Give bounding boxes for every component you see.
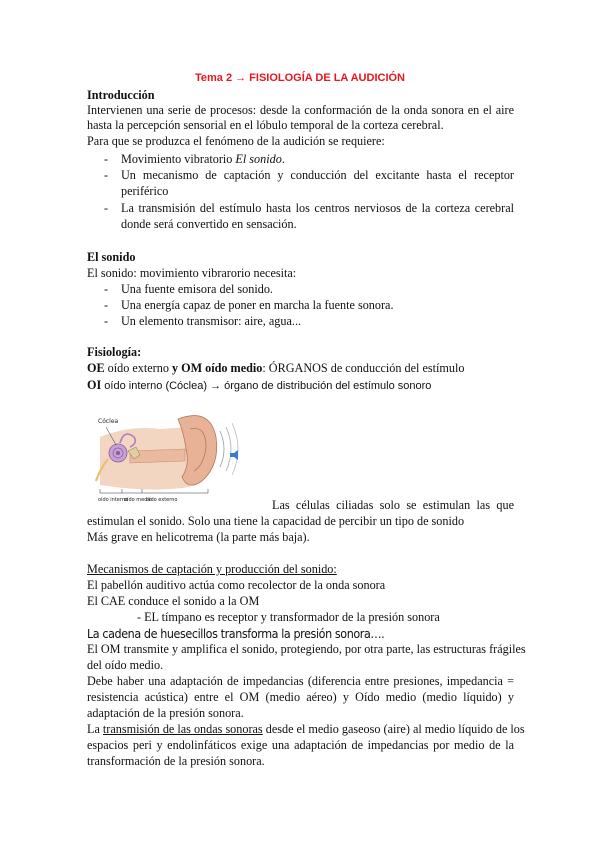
page-title: Tema 2 → FISIOLOGÍA DE LA AUDICIÓN bbox=[194, 72, 406, 84]
sonido-bullet-2: Una energía capaz de poner en marcha la fuente sonora. bbox=[121, 298, 394, 312]
fisiologia-heading: Fisiología: bbox=[87, 345, 142, 359]
mecanismos-line-1: El pabellón auditivo actúa como recolector de la onda sonora bbox=[87, 578, 386, 592]
fisiologia-oe-line: OE oído externo y OM oído medio: ÓRGANOS de conducción del estímulo bbox=[87, 361, 465, 375]
label-oido-medio: oído medio bbox=[124, 497, 152, 503]
label-coclea: Cóclea bbox=[98, 418, 119, 425]
bullet-dash: - bbox=[104, 282, 109, 296]
sonido-bullet-3: Un elemento transmisor: aire, agua... bbox=[121, 314, 302, 328]
transmision-line-2: espacios peri y endolinfáticos exige una adaptación de impedancias por medio de la bbox=[87, 738, 514, 752]
intro-bullet-2-line-1: Un mecanismo de captación y conducción del excitante hasta el receptor bbox=[121, 168, 514, 182]
fisiologia-oi-line: OI oído interno (Cóclea) → órgano de distribución del estímulo sonoro bbox=[87, 378, 432, 392]
cadena-line: La cadena de huesecillos transforma la presión sonora…. bbox=[87, 626, 385, 641]
bullet-dash: - bbox=[104, 152, 109, 166]
intro-bullet-2-line-2: periférico bbox=[121, 184, 169, 198]
om-line-3: Debe haber una adaptación de impedancias (diferencia entre presiones, impedancia = bbox=[87, 674, 514, 688]
intro-heading: Introducción bbox=[87, 88, 155, 102]
intro-line-1: Intervienen una serie de procesos: desde la conformación de la onda sonora en el aire bbox=[87, 103, 514, 117]
transmision-line-3: transformación de la presión sonora. bbox=[87, 754, 265, 768]
celulas-line-1: estimulan el sonido. Solo una tiene la capacidad de percibir un tipo de sonido bbox=[87, 514, 465, 528]
intro-line-3: Para que se produzca el fenómeno de la audición se requiere: bbox=[87, 134, 385, 148]
om-line-4: resistencia acústica) entre el OM (medio aéreo) y Oído medio (medio líquido) y bbox=[87, 690, 514, 704]
bullet-dash: - bbox=[104, 201, 109, 215]
om-line-1: El OM transmite y amplifica el sonido, protegiendo, por otra parte, las estructuras frágiles bbox=[87, 642, 526, 656]
sonido-intro: El sonido: movimiento vibrarorio necesita: bbox=[87, 266, 297, 280]
celulas-line-2: Más grave en helicotrema (la parte más baja). bbox=[87, 530, 310, 544]
om-line-5: adaptación de la presión sonora. bbox=[87, 706, 244, 720]
bullet-dash: - bbox=[104, 168, 109, 182]
intro-line-2: hasta la percepción sensorial en el lóbulo temporal de la corteza cerebral. bbox=[87, 118, 444, 132]
sonido-heading: El sonido bbox=[87, 250, 136, 264]
bullet-dash: - bbox=[104, 298, 109, 312]
label-oido-interno: oído interno bbox=[98, 497, 129, 503]
label-oido-externo: oído externo bbox=[146, 497, 178, 503]
om-line-2: del oído medio. bbox=[87, 658, 164, 672]
mecanismos-line-2: El CAE conduce el sonido a la OM bbox=[87, 594, 260, 608]
sonido-bullet-1: Una fuente emisora del sonido. bbox=[121, 282, 273, 296]
ear-anatomy-figure bbox=[90, 407, 268, 511]
mecanismos-heading: Mecanismos de captación y producción del sonido: bbox=[87, 562, 337, 576]
figure-side-text: Las células ciliadas solo se estimulan las que bbox=[272, 498, 514, 512]
timpano-line: - EL tímpano es receptor y transformador de la presión sonora bbox=[137, 610, 440, 624]
transmision-line-1: La transmisión de las ondas sonoras desde el medio gaseoso (aire) al medio líquido de los bbox=[87, 722, 525, 736]
intro-bullet-3-line-2: donde será convertido en sensación. bbox=[121, 217, 297, 231]
intro-bullet-3-line-1: La transmisión del estímulo hasta los centros nerviosos de la corteza cerebral bbox=[121, 201, 514, 215]
bullet-dash: - bbox=[104, 314, 109, 328]
intro-bullet-1: Movimiento vibratorio El sonido. bbox=[121, 152, 285, 166]
